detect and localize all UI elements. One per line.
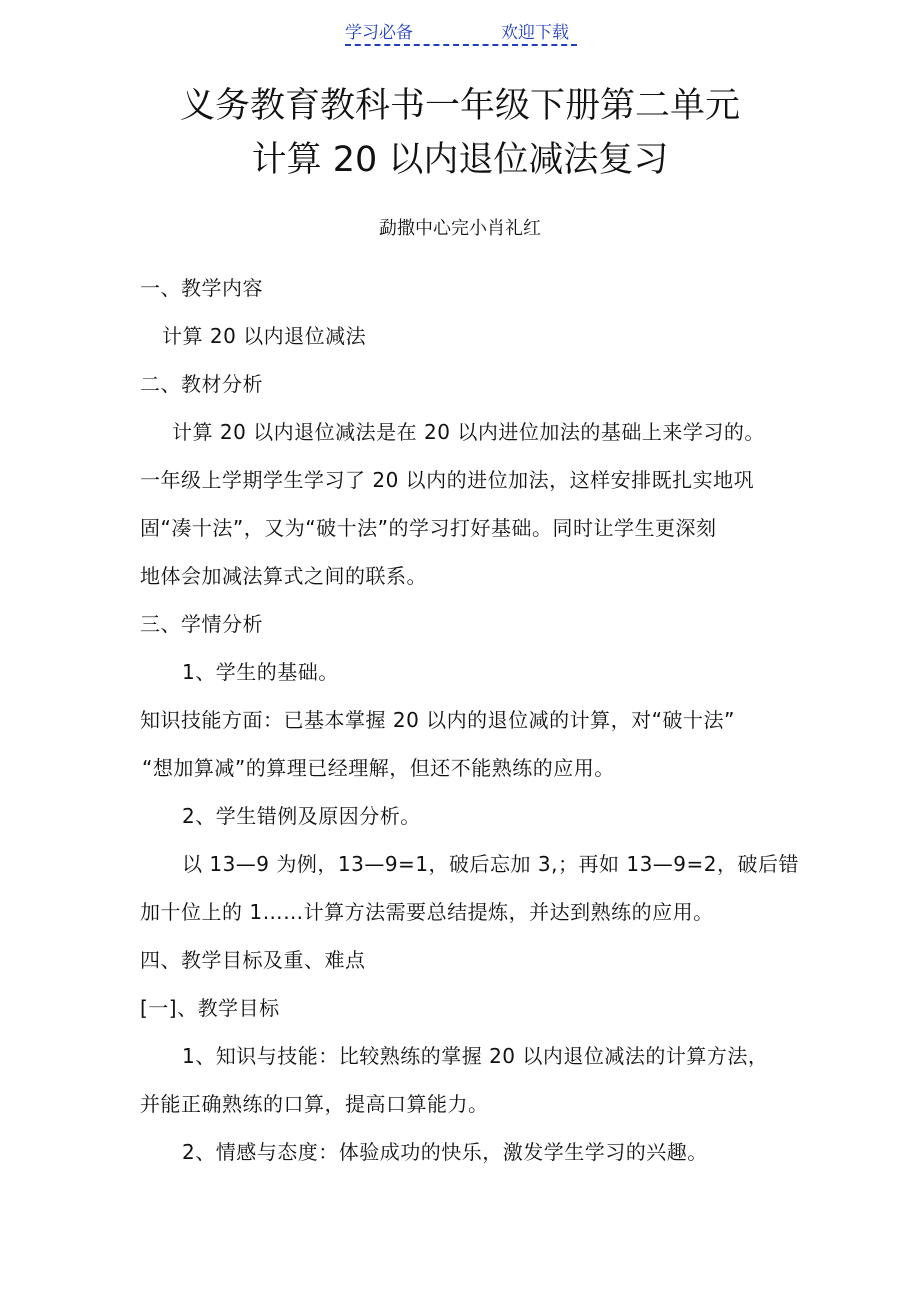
paragraph-line: 以 13—9 为例，13—9=1，破后忘加 3,；再如 13—9=2，破后错 <box>182 852 799 876</box>
paragraph-line: 固“凑十法”，又为“破十法”的学习打好基础。同时让学生更深刻 <box>140 516 717 540</box>
header-left-text: 学习必备 <box>345 23 413 43</box>
subheading-line: [一]、教学目标 <box>140 996 280 1020</box>
author-line: 勐撒中心完小肖礼红 <box>379 218 541 239</box>
paragraph-line: 加十位上的 1……计算方法需要总结提炼，并达到熟练的应用。 <box>140 900 714 924</box>
section-heading-content: 一、教学内容 <box>140 276 263 300</box>
document-title-line-2: 计算 20 以内退位减法复习 <box>251 140 669 180</box>
subheading-line: 1、学生的基础。 <box>182 660 339 684</box>
paragraph-line: 1、知识与技能：比较熟练的掌握 20 以内退位减法的计算方法， <box>182 1044 769 1068</box>
paragraph-line: 2、情感与态度：体验成功的快乐，激发学生学习的兴趣。 <box>182 1140 708 1164</box>
paragraph-line: 一年级上学期学生学习了 20 以内的进位加法，这样安排既扎实地巩 <box>140 468 755 492</box>
paragraph-line: 计算 20 以内退位减法 <box>162 324 367 348</box>
header-right-text: 欢迎下载 <box>501 23 569 43</box>
paragraph-line: 计算 20 以内退位减法是在 20 以内进位加法的基础上来学习的。 <box>172 420 765 444</box>
paragraph-line: “想加算减”的算理已经理解，但还不能熟练的应用。 <box>142 756 615 780</box>
paragraph-line: 知识技能方面：已基本掌握 20 以内的退位减的计算，对“破十法” <box>140 708 735 732</box>
paragraph-line: 地体会加减法算式之间的联系。 <box>140 564 427 588</box>
header-dashed-rule <box>345 44 577 46</box>
document-title-line-1: 义务教育教科书一年级下册第二单元 <box>179 86 740 126</box>
section-heading-analysis: 二、教材分析 <box>140 372 263 396</box>
section-heading-learning: 三、学情分析 <box>140 612 263 636</box>
section-heading-objectives: 四、教学目标及重、难点 <box>140 948 366 972</box>
subheading-line: 2、学生错例及原因分析。 <box>182 804 421 828</box>
paragraph-line: 并能正确熟练的口算，提高口算能力。 <box>140 1092 489 1116</box>
